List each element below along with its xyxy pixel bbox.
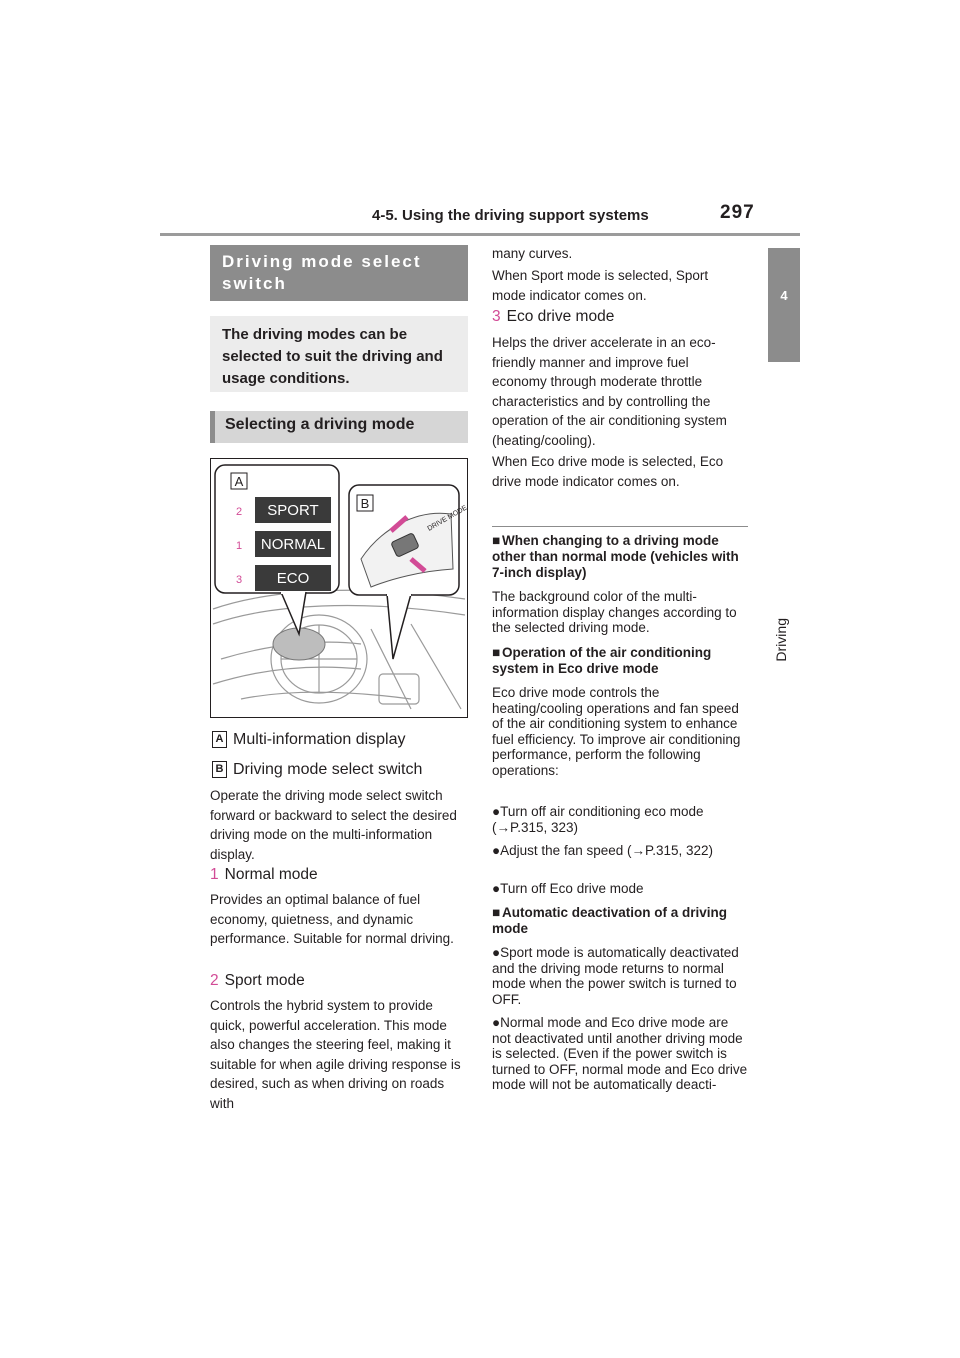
notes-divider: [492, 526, 748, 527]
operate-text: Operate the driving mode select switch forward or backward to select the desired driving mode on the multi-information display.: [210, 788, 457, 862]
caption-a-letter: A: [212, 731, 227, 748]
mode3-title: Eco drive mode: [506, 308, 615, 325]
mode3-number: 3: [492, 308, 501, 325]
note2-bullet-2: ●Adjust the fan speed (→P.315, 322): [492, 843, 714, 858]
caption-a-text: Multi-information display: [233, 731, 406, 748]
note2-bullet-3: ●Turn off Eco drive mode: [492, 881, 644, 896]
mode-number-2: 2: [235, 506, 243, 518]
mode2-number: 2: [210, 972, 219, 989]
figure-svg: [211, 459, 467, 717]
mode1-desc: Provides an optimal balance of fuel economy, quietness, and dynamic performance. Suitable for normal driving.: [210, 892, 454, 947]
caption-a: [212, 731, 406, 749]
mode-number-3: 3: [235, 574, 243, 586]
mode2-indicator-text: When Sport mode is selected, Sport mode indicator comes on.: [492, 268, 709, 303]
note1-body: The background color of the multi-information display changes according to the selected driving mode.: [492, 589, 737, 635]
mode2-heading: [210, 972, 305, 990]
caption-b: [212, 761, 422, 779]
mode1-title: Normal mode: [224, 866, 318, 883]
note1-heading: ■ When changing to a driving mode other than normal mode (vehicles with 7-inch display): [492, 533, 739, 580]
figure-driving-mode: [210, 458, 468, 718]
mode-label-normal: NORMAL: [260, 536, 326, 553]
mode1-heading: [210, 866, 318, 884]
mode3-heading: [492, 308, 614, 326]
page-number: 297: [720, 202, 755, 223]
chapter-number: 4: [780, 288, 788, 303]
note2-heading: ■ Operation of the air conditioning system in Eco drive mode: [492, 645, 712, 676]
section-heading-box: [210, 245, 468, 301]
callout-a-letter: A: [234, 474, 244, 489]
caption-b-text: Driving mode select switch: [233, 761, 423, 778]
mode-label-eco: ECO: [276, 570, 310, 587]
note3-bullet-2: ●Normal mode and Eco drive mode are not deactivated until another driving mode is selected. (Even if the power switch is turned to OFF, normal mode and Eco drive mode will not be automatically deacti-: [492, 1015, 748, 1092]
chapter-label: Driving: [773, 618, 789, 662]
mode2-desc: Controls the hybrid system to provide quick, powerful acceleration. This mode also changes the steering feel, making it suitable for when agile driving response is desired, such as when driving on roads with: [210, 998, 461, 1111]
running-header: 4-5. Using the driving support systems: [372, 207, 649, 224]
mode1-number: 1: [210, 866, 219, 883]
callout-b-letter: B: [360, 496, 370, 511]
mode-label-sport: SPORT: [267, 502, 319, 519]
intro-box: [210, 316, 468, 392]
mode-number-1: 1: [235, 540, 243, 552]
note3-heading: ■ Automatic deactivation of a driving mode: [492, 905, 728, 936]
mode3-indicator-text: When Eco drive mode is selected, Eco drive mode indicator comes on.: [492, 454, 724, 489]
mode2-desc-continued: many curves.: [492, 246, 573, 261]
mode2-title: Sport mode: [224, 972, 305, 989]
intro-text: The driving modes can be selected to suit the driving and usage conditions.: [222, 326, 443, 387]
header-rule: [160, 233, 800, 236]
mode3-desc: Helps the driver accelerate in an eco-friendly manner and improve fuel economy through moderate throttle characteristics and by controlling the operation of the air conditioning system (heating/cooling).: [492, 335, 727, 448]
note2-bullet-1: ●Turn off air conditioning eco mode (→P.315, 323): [492, 804, 704, 835]
caption-b-letter: B: [212, 761, 227, 778]
note3-bullet-1: ●Sport mode is automatically deactivated and the driving mode returns to normal mode when the power switch is turned to OFF.: [492, 945, 739, 1007]
subheading-title: Selecting a driving mode: [225, 416, 415, 433]
chapter-tab: [768, 248, 800, 362]
callout-b-pointer: [387, 594, 411, 659]
note2-body: Eco drive mode controls the heating/cooling operations and fan speed of the air conditioning system to enhance fuel efficiency. To improve air conditioning performance, perform the following operations:: [492, 685, 741, 778]
subheading-box: [210, 411, 468, 443]
switch-label: DRIVE MODE: [426, 504, 467, 533]
dashboard-lineart: [213, 590, 465, 709]
section-title: Driving mode select switch: [222, 252, 422, 293]
